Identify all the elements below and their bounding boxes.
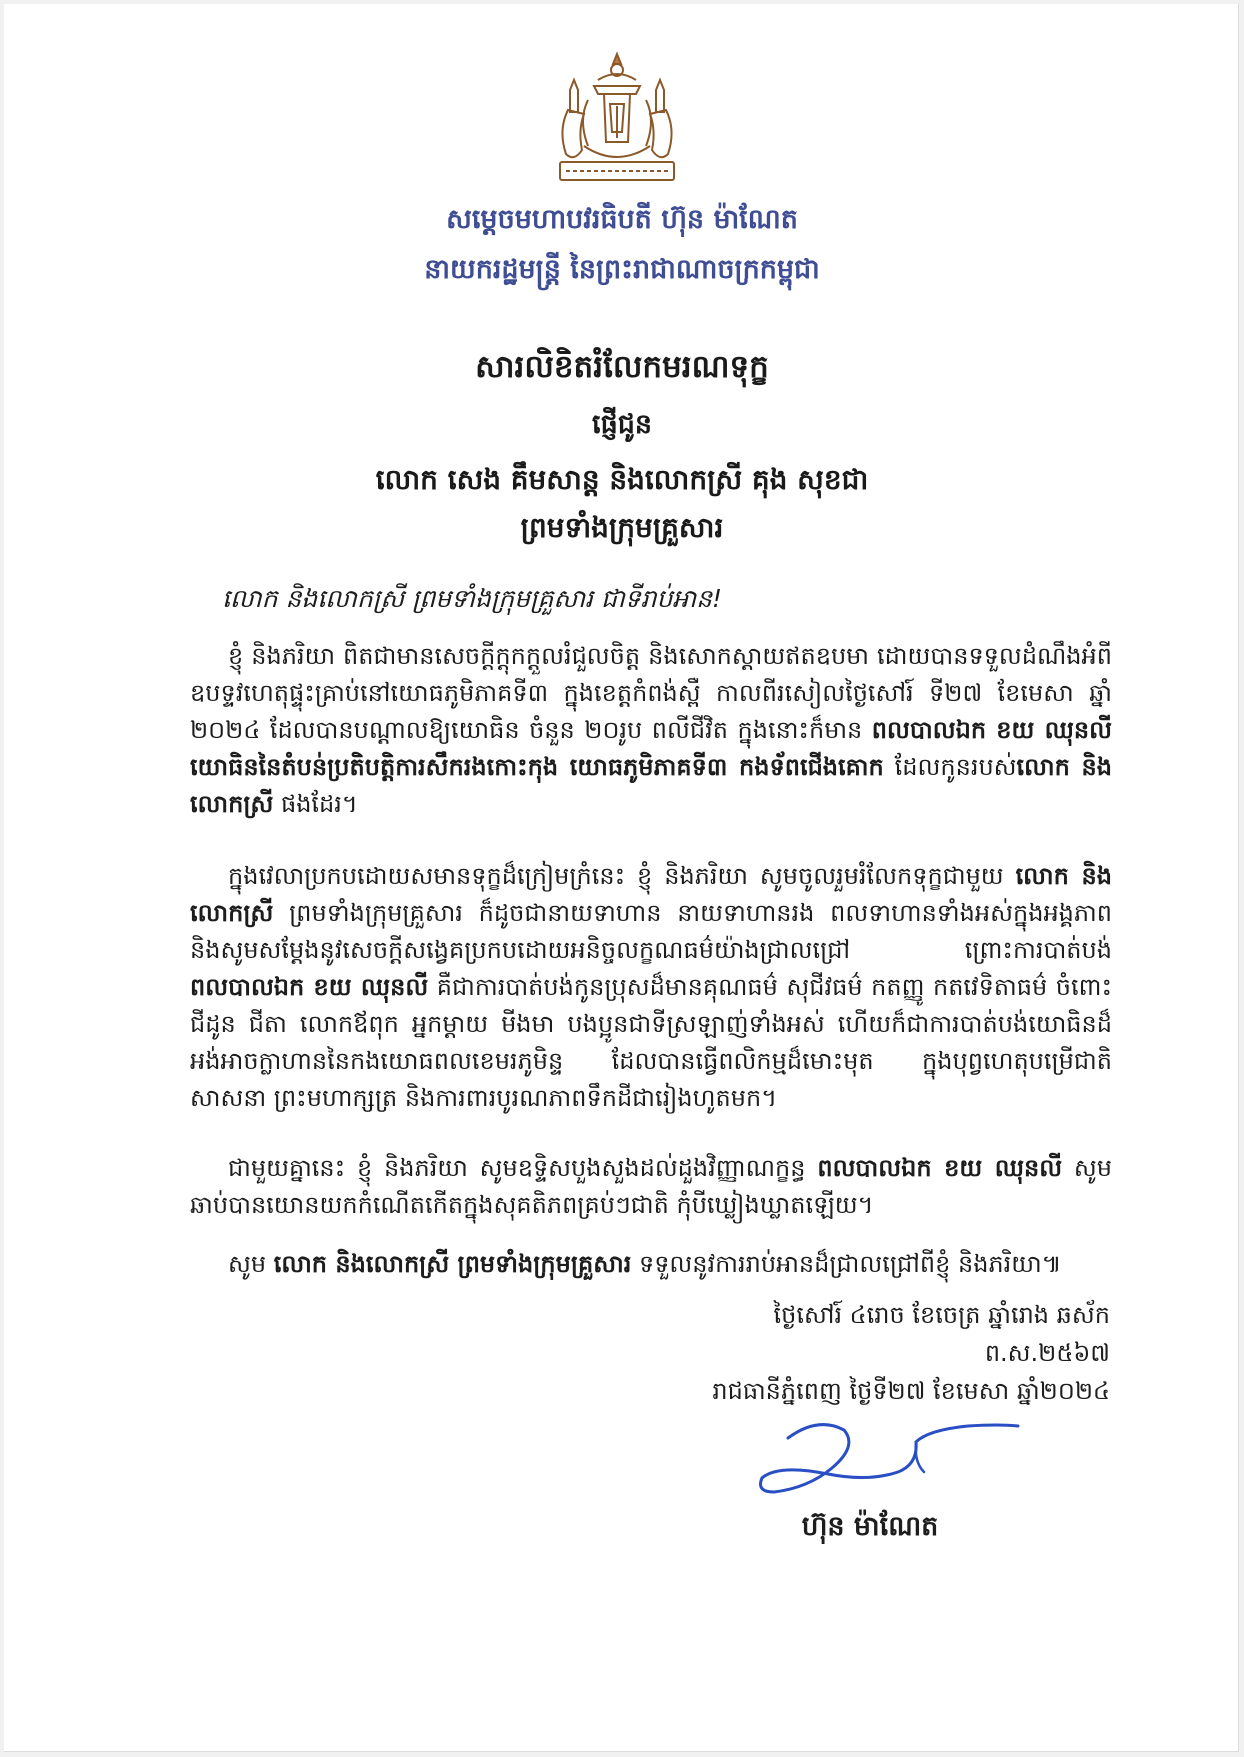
sent-to-label: ផ្ញើជូន	[592, 409, 652, 440]
sender-position: នាយករដ្ឋមន្ត្រី នៃព្រះរាជាណាចក្រកម្ពុជា	[424, 254, 820, 285]
p2-text-a: ក្នុងវេលាប្រកបដោយសមានទុក្ខដ៏ក្រៀមក្រំនេះ ខ្ញុំ និងភរិយា សូមចូលរួមរំលែកទុក្ខជាមួយ	[228, 862, 1016, 890]
paragraph-2	[190, 858, 1112, 1117]
royal-coat-of-arms-emblem	[548, 50, 686, 192]
paragraph-1	[190, 638, 1112, 823]
lunar-date: ថ្ងៃសៅរ៍ ៤រោច ខែចេត្រ ឆ្នាំរោង ឆស័ក ព.ស.២៥៦៧	[773, 1301, 1110, 1367]
p4-recipients-bold: លោក និងលោកស្រី ព្រមទាំងក្រុមគ្រួសារ	[273, 1250, 632, 1278]
p1-text-e: ផងដែរ។	[273, 790, 358, 818]
letter-title: សារលិខិតរំលែកមរណទុក្ខ	[475, 349, 769, 385]
p3-text-a: ជាមួយគ្នានេះ ខ្ញុំ និងភរិយា សូមឧទ្ទិសបួងសួងដល់ដួងវិញ្ញាណក្ខន្ធ	[228, 1154, 818, 1182]
p2-deceased-bold: ពលបាលឯក ខយ ឈុនលី	[190, 973, 429, 1001]
p1-text-a: ខ្ញុំ និងភរិយា ពិតជាមានសេចក្តីក្តុកក្តួលរំជួលចិត្ត និងសោកស្តាយឥតឧបមា ដោយបានទទួលដំណឹងអំពីឧបទ្ទវហេតុផ្ទុះគ្រាប់នៅយោធភូមិភាគទី៣ ក្នុងខេត្តកំពង់ស្ពឺ កាលពីរសៀលថ្ងៃសៅរ៍ ទី២៧ ខែមេសា ឆ្នាំ ២០២៤ ដែលបានបណ្តាលឱ្យយោធិន ចំនួន ២០រូប ពលីជីវិត ក្នុងនោះក៏មាន	[190, 642, 1112, 744]
paragraph-4	[190, 1246, 1112, 1283]
salutation: លោក និងលោកស្រី ព្រមទាំងក្រុមគ្រួសារ ជាទីរាប់អាន!	[222, 584, 723, 613]
p4-text-a: សូម	[228, 1250, 274, 1278]
recipients-names: លោក សេង គឹមសាន្ត និងលោកស្រី គុង សុខជា	[375, 463, 869, 496]
date-block	[650, 1296, 1110, 1410]
handwritten-signature	[748, 1402, 1028, 1522]
p2-text-e: គឺជាការបាត់បង់កូនប្រុសដ៏មានគុណធម៌ សុជីវធម៌ កតញ្ញូ កតវេទិតាធម៌ ចំពោះជីដូន ជីតា លោកឪពុក អ្នកម្តាយ មីងមា បងប្អូនជាទីស្រឡាញ់ទាំងអស់ ហើយក៏ជាការបាត់បង់យោធិនដ៏អង់អាចក្លាហាននៃកងយោធពលខេមរភូមិន្ទ ដែលបានធ្វើពលិកម្មដ៏មោះមុត ក្នុងបុព្វហេតុបម្រើជាតិ សាសនា ព្រះមហាក្សត្រ និងការពារបូរណភាពទឹកដីជារៀងហូតមក។	[190, 973, 1112, 1112]
p1-text-c: ដែលកូនរបស់	[883, 753, 1017, 781]
sender-name-title: សម្តេចមហាបវរធិបតី ហ៊ុន ម៉ាណែត	[446, 204, 798, 235]
p3-deceased-bold: ពលបាលឯក ខយ ឈុនលី	[817, 1154, 1063, 1182]
paragraph-3	[190, 1150, 1112, 1224]
p1-deceased-bold: ពលបាលឯក ខយ ឈុនលី យោធិននៃតំបន់ប្រតិបត្តិការសឹករងកោះកុង យោធភូមិភាគទី៣ កងទ័ពជើងគោក	[190, 716, 1112, 781]
p2-text-c: ព្រមទាំងក្រុមគ្រួសារ ក៏ដូចជានាយទាហាន នាយទាហានរង ពលទាហានទាំងអស់ក្នុងអង្គភាព និងសូមសម្តែងនូវសេចក្តីសង្វេគប្រកបដោយអនិច្ចលក្ខណធម៌យ៉ាងជ្រាលជ្រៅ ព្រោះការបាត់បង់	[190, 899, 1112, 964]
recipients-family: ព្រមទាំងក្រុមគ្រួសារ	[520, 511, 724, 544]
solar-date: រាជធានីភ្នំពេញ ថ្ងៃទី២៧ ខែមេសា ឆ្នាំ២០២៤	[712, 1377, 1110, 1405]
p3-text-c: សូមឆាប់បានយោនយកកំណើតកើតក្នុងសុគតិភពគ្រប់ៗជាតិ កុំបីឃ្លៀងឃ្លាតឡើយ។	[190, 1154, 1113, 1219]
p2-recipients-bold: លោក និងលោកស្រី	[190, 862, 1112, 927]
p4-text-c: ទទួលនូវការរាប់អានដ៏ជ្រាលជ្រៅពីខ្ញុំ និងភរិយា៕	[631, 1250, 1062, 1278]
p1-recipients-bold: លោក និងលោកស្រី	[190, 753, 1112, 818]
signer-name: ហ៊ុន ម៉ាណែត	[801, 1511, 939, 1542]
